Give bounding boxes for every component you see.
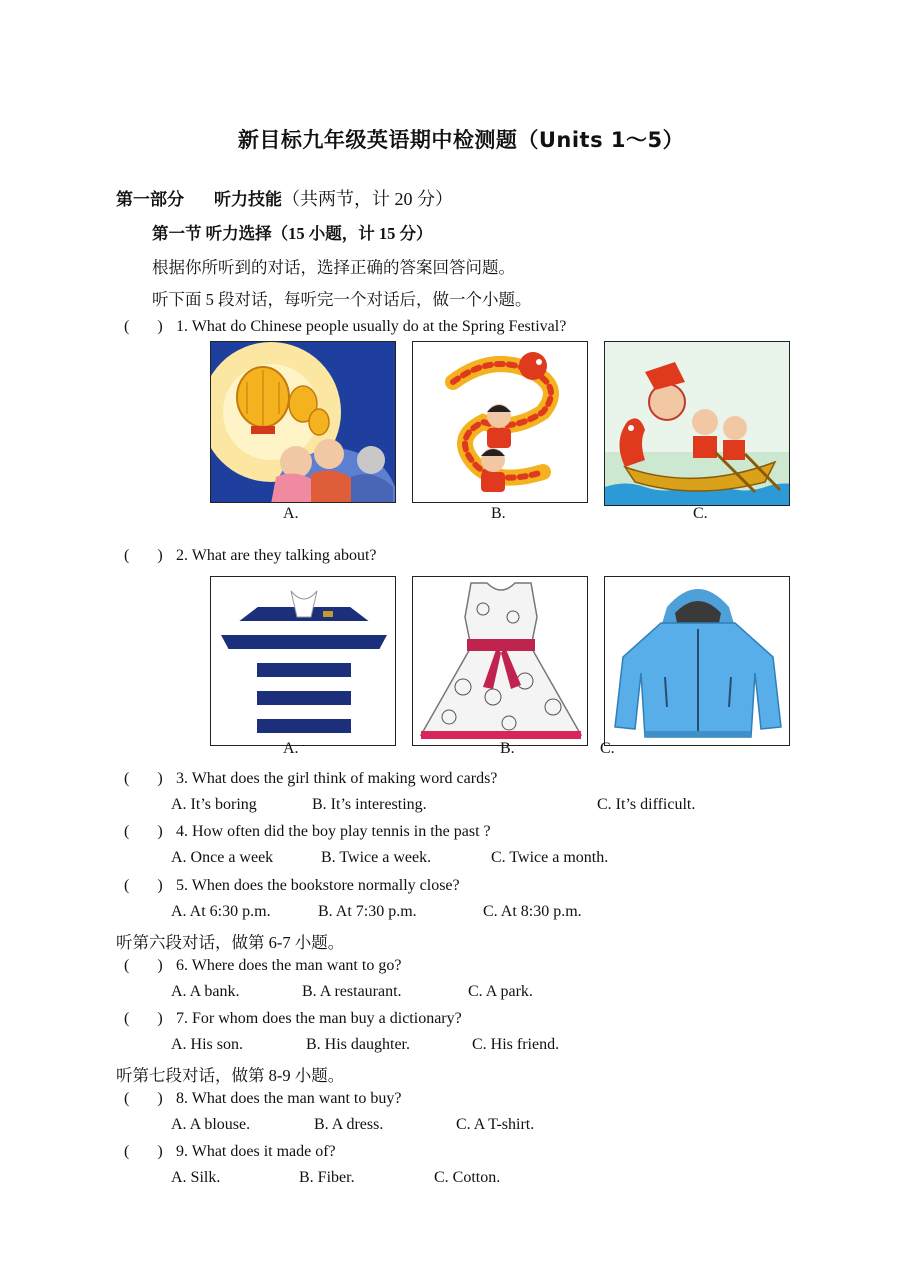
q8-option-b[interactable]: B. A dress. [314, 1116, 384, 1133]
q9-option-b[interactable]: B. Fiber. [299, 1169, 355, 1186]
answer-bracket-close: ) [157, 957, 163, 974]
q8-option-c[interactable]: C. A T-shirt. [456, 1116, 535, 1133]
question-2 [124, 547, 377, 565]
q8-option-a[interactable]: A. A blouse. [171, 1116, 251, 1133]
q2-label-b: B. [500, 740, 515, 757]
answer-bracket-open[interactable]: ( [124, 770, 130, 787]
question-text: 6. Where does the man want to go? [176, 957, 402, 974]
question-6 [124, 957, 401, 975]
q1-option-b-image[interactable] [412, 341, 588, 503]
part-skill: 听力技能 [214, 190, 282, 210]
answer-bracket-open[interactable]: ( [124, 957, 130, 974]
question-text: 1. What do Chinese people usually do at the Spring Festival? [176, 318, 567, 335]
question-text: 5. When does the bookstore normally close? [176, 877, 460, 894]
answer-bracket-close: ) [157, 877, 163, 894]
answer-bracket-close: ) [157, 547, 163, 564]
q1-option-a-image[interactable] [210, 341, 396, 503]
answer-bracket-open[interactable]: ( [124, 823, 130, 840]
question-5 [124, 877, 460, 895]
q4-option-c[interactable]: C. Twice a month. [491, 849, 609, 866]
question-text: 8. What does the man want to buy? [176, 1090, 402, 1107]
question-7 [124, 1010, 462, 1028]
answer-bracket-close: ) [157, 1010, 163, 1027]
q6-option-c[interactable]: C. A park. [468, 983, 533, 1000]
q3-option-a[interactable]: A. It’s boring [171, 796, 257, 813]
q6-option-b[interactable]: B. A restaurant. [302, 983, 402, 1000]
q4-option-b[interactable]: B. Twice a week. [321, 849, 432, 866]
q7-option-c[interactable]: C. His friend. [472, 1036, 560, 1053]
striped-polo-shirt-photo [211, 577, 396, 746]
part-number: 第一部分 [116, 190, 184, 210]
q2-option-a-image[interactable] [210, 576, 396, 746]
q7-option-b[interactable]: B. His daughter. [306, 1036, 410, 1053]
lanterns-family-illustration [211, 342, 396, 503]
q3-option-b[interactable]: B. It’s interesting. [312, 796, 427, 813]
answer-bracket-open[interactable]: ( [124, 318, 130, 335]
page-title: 新目标九年级英语期中检测题（Units 1～5） [237, 128, 685, 152]
q5-option-a[interactable]: A. At 6:30 p.m. [171, 903, 271, 920]
q1-label-b: B. [491, 505, 506, 522]
q1-label-a: A. [283, 505, 299, 522]
question-1 [124, 318, 566, 336]
q1-option-c-image[interactable] [604, 341, 790, 506]
dialog-7-instruction: 听第七段对话，做第 8-9 小题。 [116, 1066, 345, 1085]
question-text: 2. What are they talking about? [176, 547, 377, 564]
question-text: 3. What does the girl think of making word cards? [176, 770, 498, 787]
q2-label-a: A. [283, 740, 299, 757]
q7-option-a[interactable]: A. His son. [171, 1036, 244, 1053]
q1-label-c: C. [693, 505, 708, 522]
dragon-dance-illustration [413, 342, 588, 503]
question-text: 7. For whom does the man buy a dictionary? [176, 1010, 462, 1027]
dialog-6-instruction: 听第六段对话，做第 6-7 小题。 [116, 933, 345, 952]
q2-label-c: C. [600, 740, 615, 757]
question-text: 9. What does it made of? [176, 1143, 336, 1160]
q3-option-c[interactable]: C. It’s difficult. [597, 796, 696, 813]
answer-bracket-close: ) [157, 823, 163, 840]
section-heading: 第一节 听力选择（15 小题，计 15 分） [152, 224, 433, 243]
question-3 [124, 770, 497, 788]
part-note: （共两节，计 20 分） [282, 189, 453, 209]
question-8 [124, 1090, 401, 1108]
question-text: 4. How often did the boy play tennis in the past ? [176, 823, 491, 840]
q4-option-a[interactable]: A. Once a week [171, 849, 274, 866]
question-9 [124, 1143, 336, 1161]
answer-bracket-open[interactable]: ( [124, 1010, 130, 1027]
q9-option-a[interactable]: A. Silk. [171, 1169, 221, 1186]
question-4 [124, 823, 491, 841]
q2-option-c-image[interactable] [604, 576, 790, 746]
instruction-2: 听下面 5 段对话，每听完一个对话后，做一个小题。 [152, 290, 532, 309]
instruction-1: 根据你所听到的对话，选择正确的答案回答问题。 [152, 258, 515, 277]
answer-bracket-open[interactable]: ( [124, 1090, 130, 1107]
answer-bracket-close: ) [157, 770, 163, 787]
answer-bracket-open[interactable]: ( [124, 877, 130, 894]
q6-option-a[interactable]: A. A bank. [171, 983, 240, 1000]
q5-option-c[interactable]: C. At 8:30 p.m. [483, 903, 582, 920]
q5-option-b[interactable]: B. At 7:30 p.m. [318, 903, 417, 920]
answer-bracket-close: ) [157, 1143, 163, 1160]
part-heading [116, 185, 453, 211]
q9-option-c[interactable]: C. Cotton. [434, 1169, 501, 1186]
blue-jacket-photo [605, 577, 790, 746]
dragon-boat-illustration [605, 342, 790, 506]
floral-dress-photo [413, 577, 588, 746]
answer-bracket-open[interactable]: ( [124, 1143, 130, 1160]
answer-bracket-open[interactable]: ( [124, 547, 130, 564]
q2-option-b-image[interactable] [412, 576, 588, 746]
answer-bracket-close: ) [157, 1090, 163, 1107]
answer-bracket-close: ) [157, 318, 163, 335]
